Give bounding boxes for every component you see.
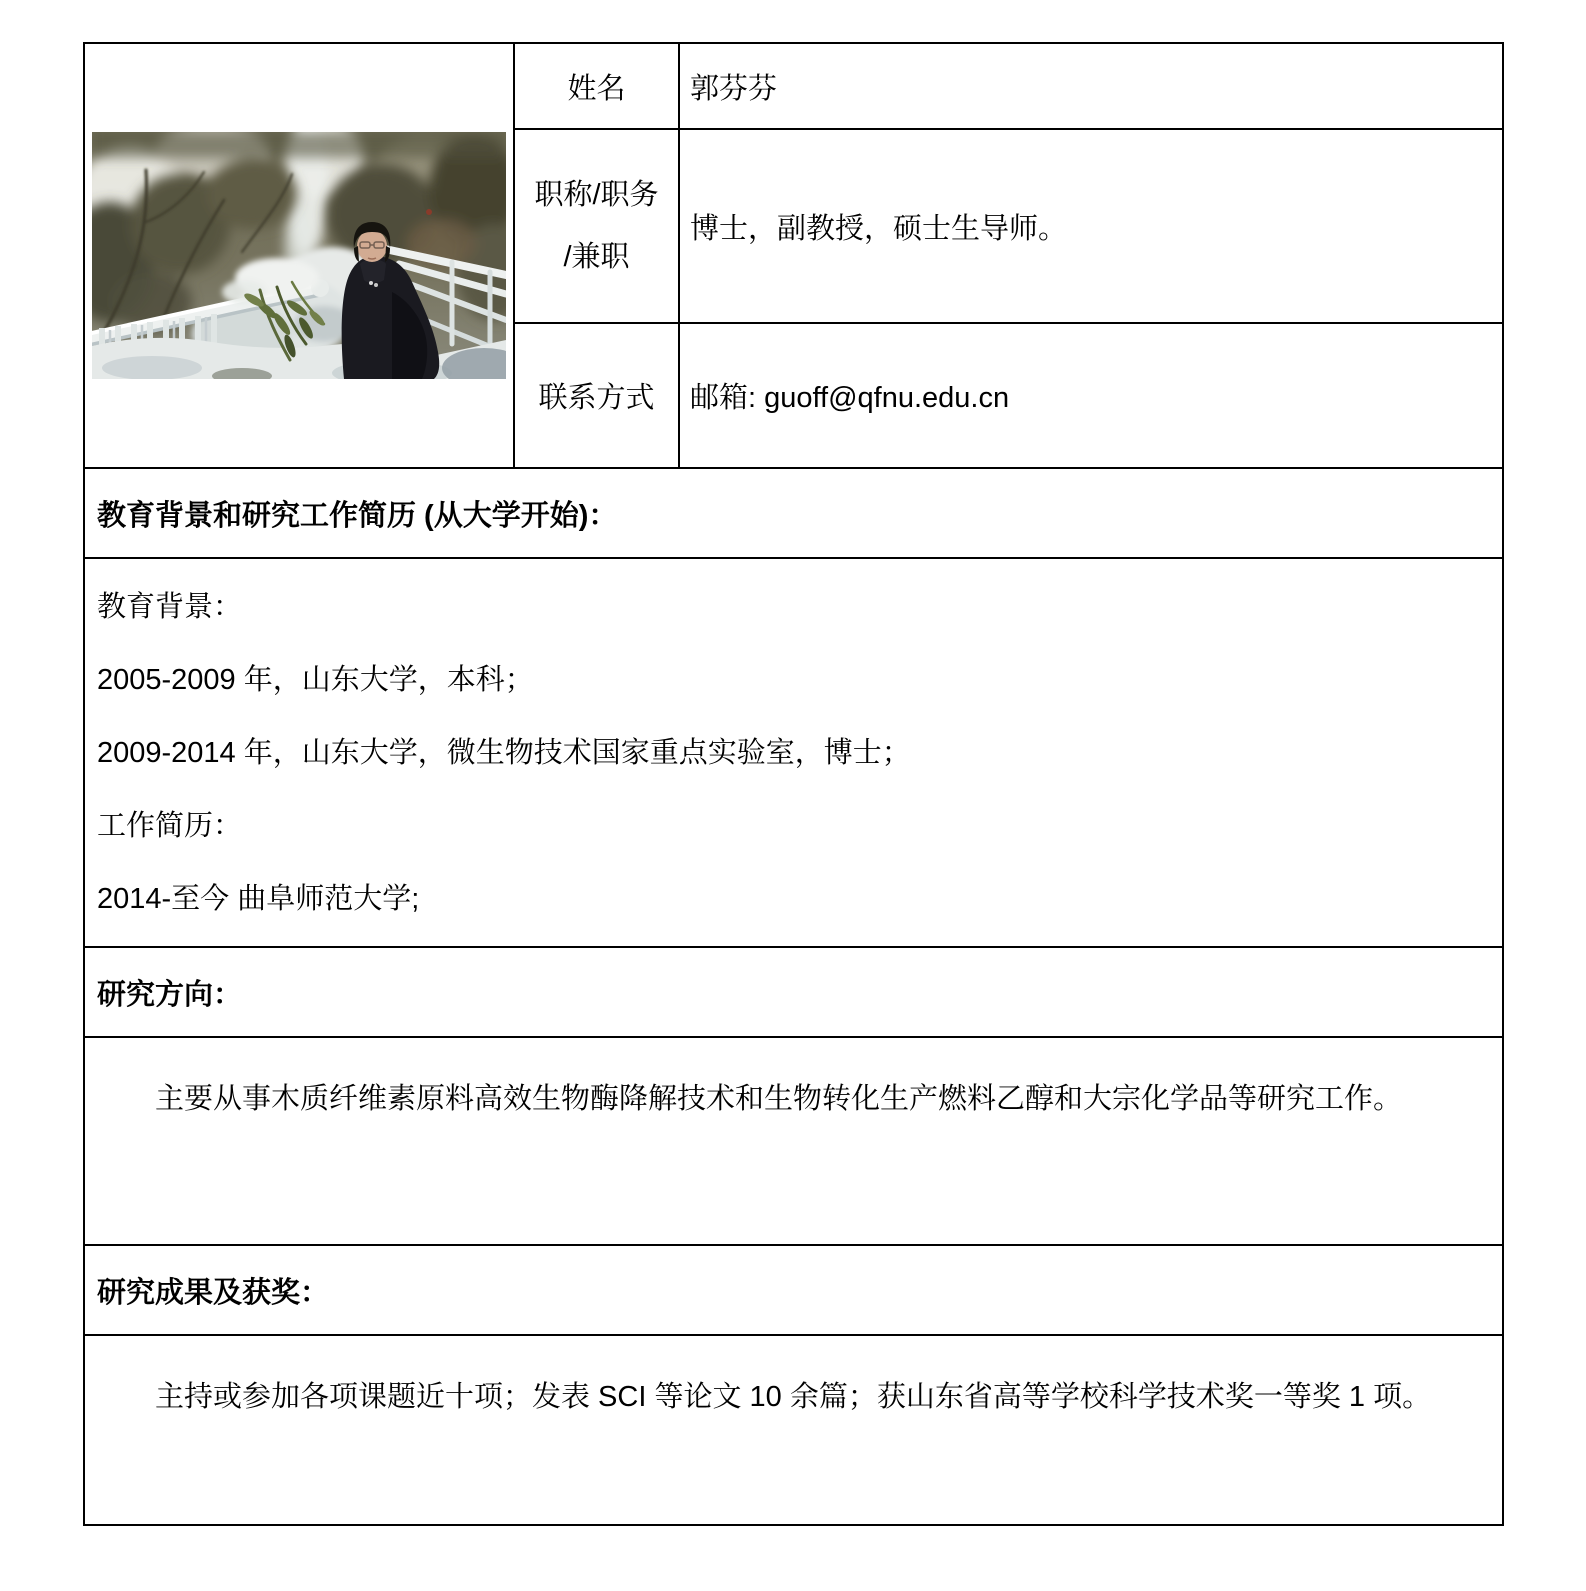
education-line: 2009-2014 年，山东大学，微生物技术国家重点实验室，博士； <box>97 737 911 769</box>
profile-table <box>83 42 1504 1526</box>
table-row-direction-heading <box>84 947 1503 1037</box>
table-row-achievements-content <box>84 1335 1503 1525</box>
field-value-name <box>679 43 1503 129</box>
table-row-name <box>84 43 1503 129</box>
table-row-achievements-heading <box>84 1245 1503 1335</box>
table-row-education-heading <box>84 468 1503 558</box>
education-line: 2014-至今 曲阜师范大学; <box>97 883 420 915</box>
section-heading-achievements: 研究成果及获奖： <box>84 1245 1503 1335</box>
field-label-title <box>514 129 679 323</box>
field-value-name-text: 郭芬芬 <box>690 72 778 105</box>
achievements-text: 主持或参加各项课题近十项；发表 SCI 等论文 10 余篇；获山东省高等学校科学技术奖一等奖 1 项。 <box>155 1381 1432 1413</box>
photo-cell <box>84 43 514 468</box>
research-direction-content <box>84 1037 1503 1245</box>
field-label-name <box>514 43 679 129</box>
section-heading-education: 教育背景和研究工作简历 (从大学开始)： <box>84 468 1503 558</box>
achievements-content <box>84 1335 1503 1525</box>
table-row-direction-content <box>84 1037 1503 1245</box>
field-value-title-text: 博士，副教授，硕士生导师。 <box>690 212 1068 245</box>
field-label-title-line1: 职称/职务 <box>534 179 659 211</box>
education-line: 教育背景： <box>97 591 243 623</box>
education-content <box>84 558 1503 947</box>
table-row-education-content <box>84 558 1503 947</box>
field-value-title <box>679 129 1503 323</box>
education-line: 工作简历： <box>97 810 243 842</box>
field-label-contact-text: 联系方式 <box>538 382 655 414</box>
field-label-name-text: 姓名 <box>567 72 626 105</box>
section-heading-research-direction: 研究方向： <box>84 947 1503 1037</box>
field-label-title-line2: /兼职 <box>563 241 630 273</box>
education-line: 2005-2009 年，山东大学，本科； <box>97 664 534 696</box>
field-label-contact <box>514 323 679 468</box>
field-value-contact <box>679 323 1503 468</box>
research-direction-text: 主要从事木质纤维素原料高效生物酶降解技术和生物转化生产燃料乙醇和大宗化学品等研究工作。 <box>155 1083 1403 1115</box>
faculty-photo <box>92 132 506 379</box>
field-value-contact-text: 邮箱: guoff@qfnu.edu.cn <box>690 382 1010 414</box>
